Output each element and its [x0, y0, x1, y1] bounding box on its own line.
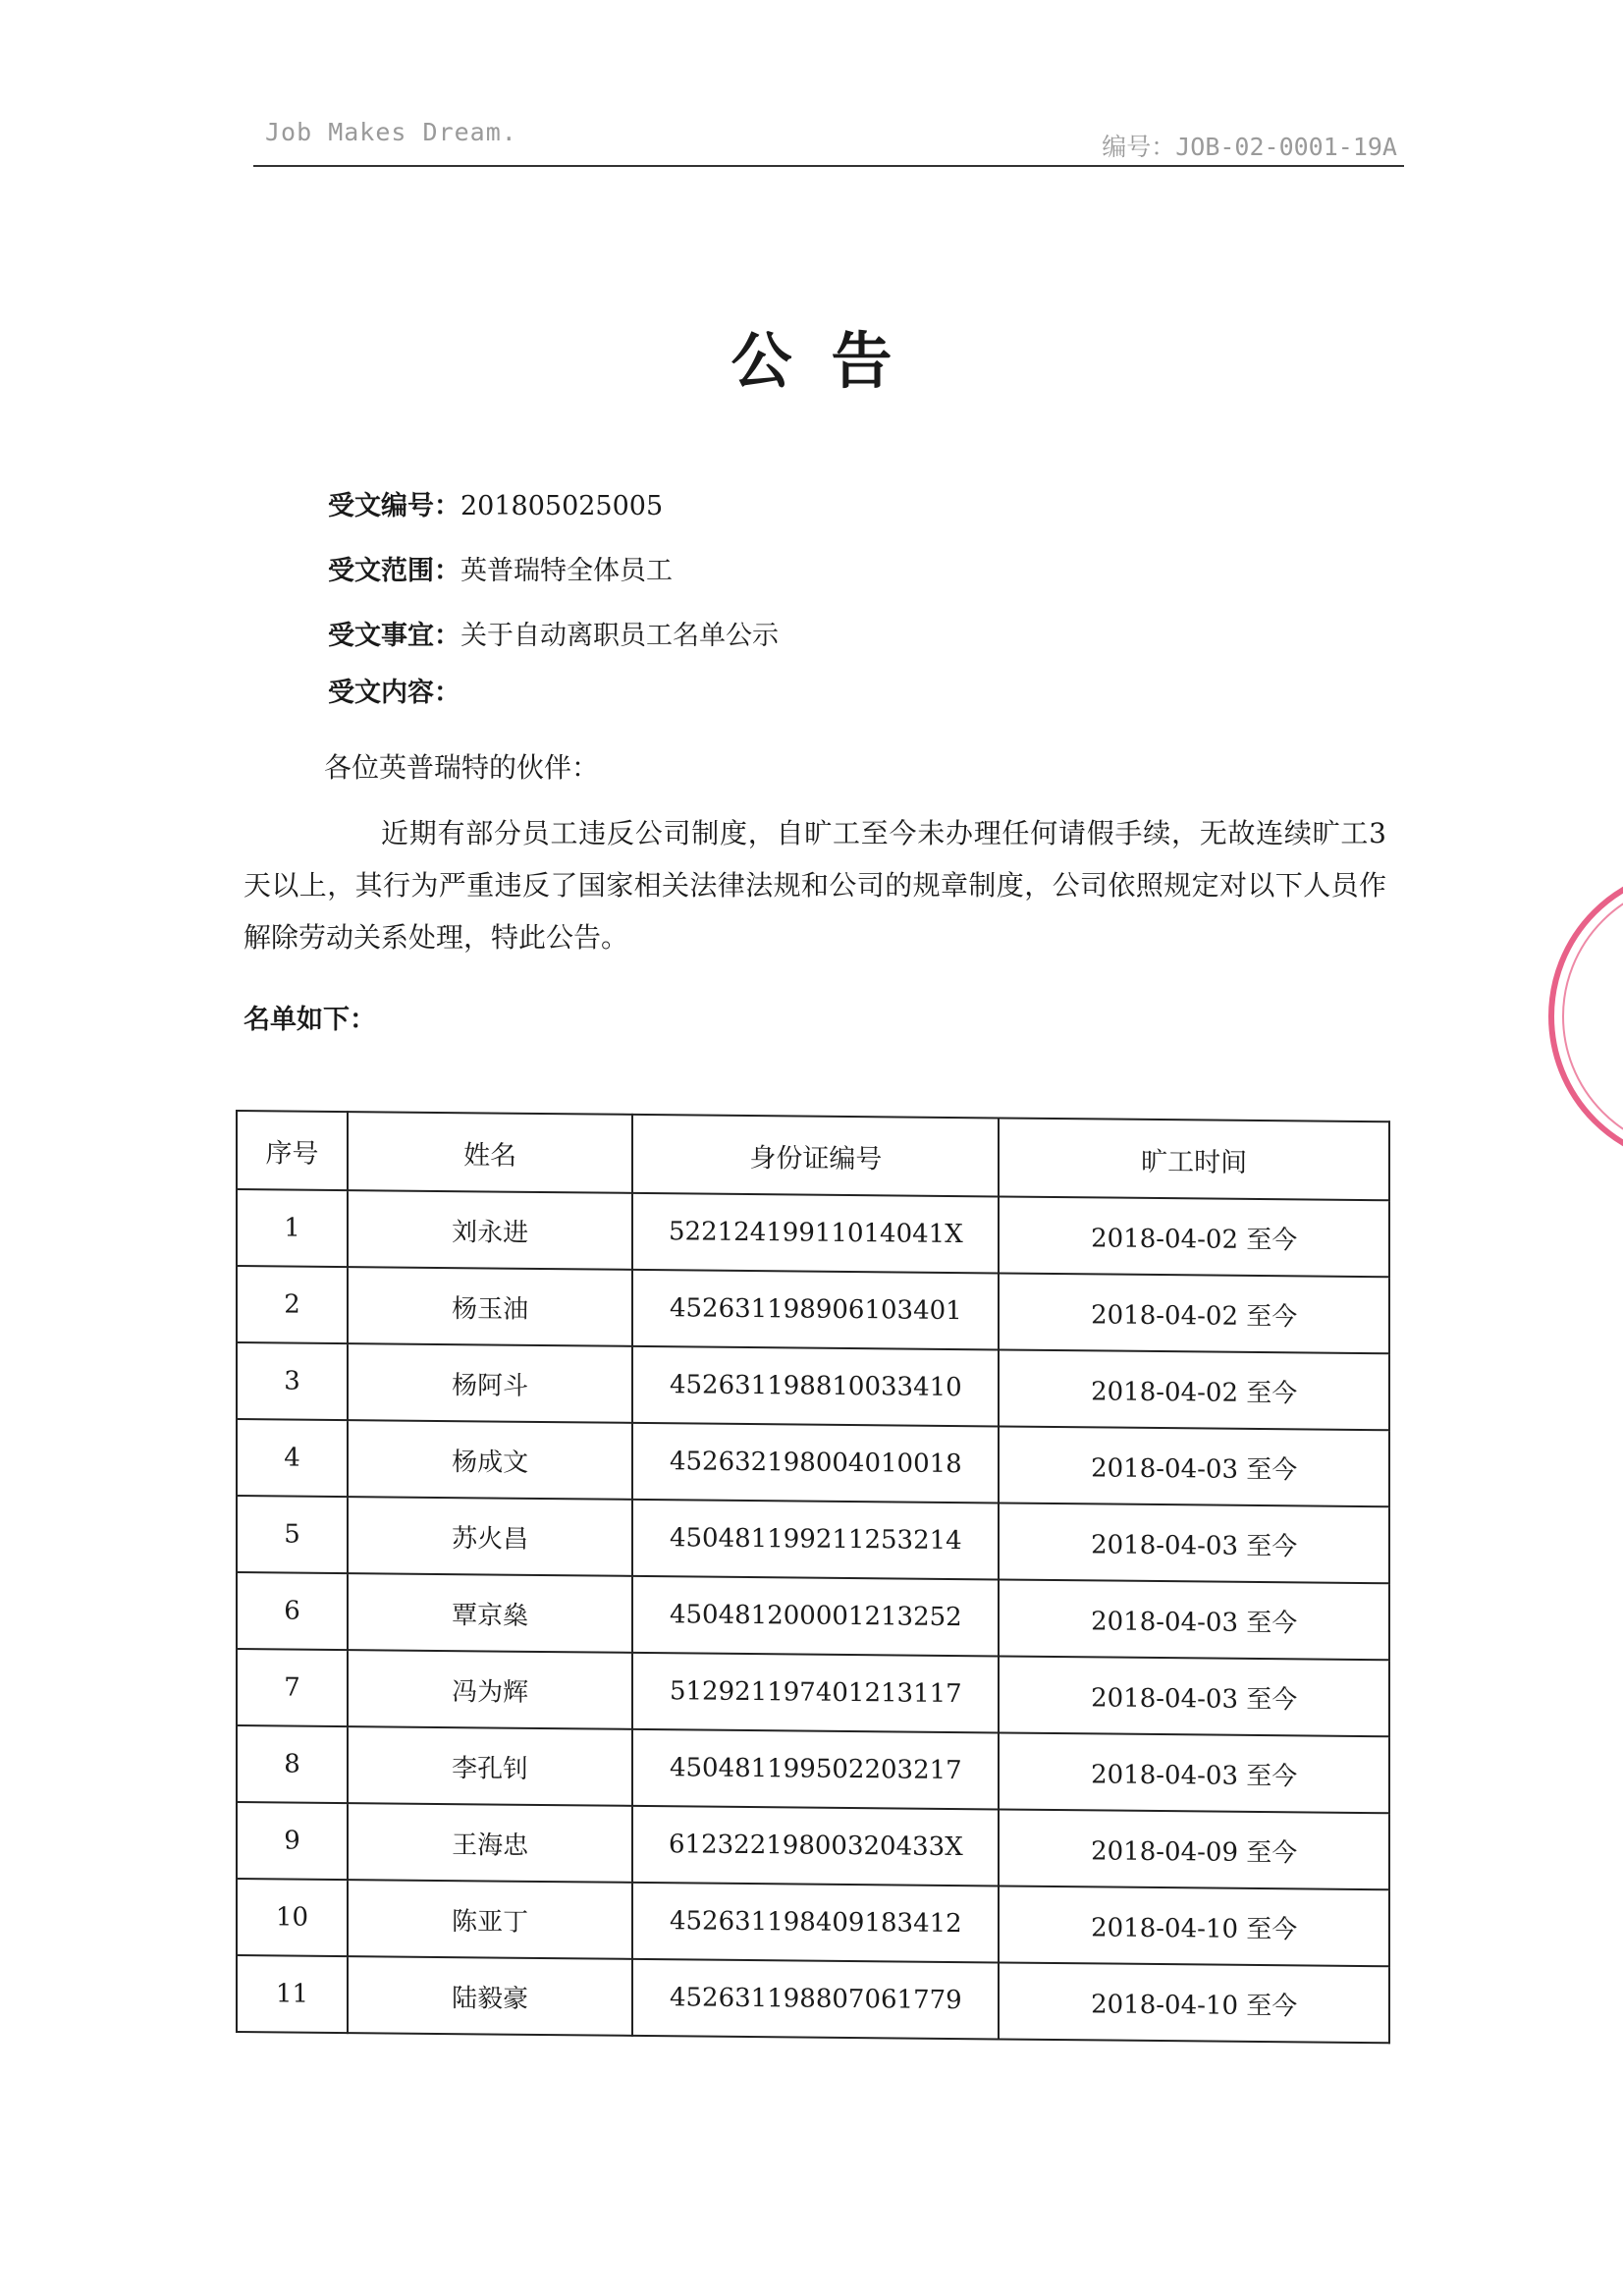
header-divider: [253, 165, 1404, 167]
employee-table: [236, 1110, 1390, 2044]
cell-name: 杨阿斗: [348, 1343, 632, 1423]
table-row: [237, 1419, 1389, 1506]
column-header-number: 序号: [237, 1111, 348, 1190]
field-subject: [328, 623, 779, 649]
cell-name: 李孔钊: [348, 1726, 632, 1806]
field-label: 受文事宜：: [328, 621, 460, 651]
cell-number: 4: [237, 1419, 348, 1497]
cell-number: 3: [237, 1342, 348, 1420]
cell-name: 覃京燊: [348, 1573, 632, 1653]
field-value: 英普瑞特全体员工: [460, 556, 673, 586]
cell-number: 5: [237, 1496, 348, 1573]
cell-name: 王海忠: [348, 1803, 632, 1883]
cell-absence-period: 2018-04-03 至今: [999, 1426, 1389, 1506]
field-label: 受文编号：: [328, 491, 460, 521]
table-row: [237, 1266, 1389, 1353]
notice-body: 近期有部分员工违反公司制度，自旷工至今未办理任何请假手续，无故连续旷工3天以上，其行为严重违反了国家相关法律法规和公司的规章制度，公司依照规定对以下人员作解除劳动关系处理，特此公告。: [243, 817, 1386, 954]
list-heading: 名单如下：: [243, 1005, 376, 1035]
cell-name: 杨成文: [348, 1420, 632, 1500]
cell-id-number: 450481200001213252: [632, 1576, 999, 1657]
cell-id-number: 452631198810033410: [632, 1346, 999, 1427]
cell-id-number: 452631198409183412: [632, 1883, 999, 1963]
cell-id-number: 61232219800320433X: [632, 1806, 999, 1886]
cell-absence-period: 2018-04-10 至今: [999, 1962, 1389, 2043]
table-row: [237, 1879, 1389, 1966]
cell-absence-period: 2018-04-03 至今: [999, 1503, 1389, 1583]
cell-absence-period: 2018-04-09 至今: [999, 1809, 1389, 1889]
document-code: 编号：JOB-02-0001-19A: [1102, 133, 1397, 161]
cell-id-number: 52212419911014041X: [632, 1193, 999, 1274]
cell-name: 杨玉油: [348, 1267, 632, 1346]
cell-number: 1: [237, 1189, 348, 1267]
table-row: [237, 1649, 1389, 1736]
cell-name: 冯为辉: [348, 1650, 632, 1729]
cell-number: 10: [237, 1879, 348, 1956]
cell-name: 刘永进: [348, 1190, 632, 1270]
cell-absence-period: 2018-04-02 至今: [999, 1273, 1389, 1353]
column-header-absence: 旷工时间: [999, 1118, 1389, 1200]
field-value: 关于自动离职员工名单公示: [460, 621, 779, 651]
table-row: [237, 1955, 1389, 2043]
table-row: [237, 1725, 1389, 1813]
cell-absence-period: 2018-04-02 至今: [999, 1349, 1389, 1430]
cell-number: 11: [237, 1955, 348, 2033]
page-title: 公告: [730, 325, 932, 397]
company-seal-icon: [1502, 854, 1623, 1178]
cell-id-number: 450481199211253214: [632, 1500, 999, 1580]
cell-absence-period: 2018-04-02 至今: [999, 1196, 1389, 1277]
cell-id-number: 452632198004010018: [632, 1423, 999, 1503]
table-row: [237, 1342, 1389, 1430]
cell-id-number: 452631198807061779: [632, 1959, 999, 2040]
cell-number: 8: [237, 1725, 348, 1803]
table-row: [237, 1572, 1389, 1660]
cell-id-number: 450481199502203217: [632, 1729, 999, 1810]
cell-name: 陈亚丁: [348, 1880, 632, 1959]
cell-number: 7: [237, 1649, 348, 1726]
cell-number: 2: [237, 1266, 348, 1343]
cell-absence-period: 2018-04-03 至今: [999, 1579, 1389, 1660]
salutation: 各位英普瑞特的伙伴：: [324, 751, 600, 784]
cell-name: 苏火昌: [348, 1497, 632, 1576]
field-label: 受文范围：: [328, 556, 460, 586]
field-document-number: [328, 493, 663, 519]
table-header-row: [237, 1111, 1389, 1200]
table-row: [237, 1802, 1389, 1889]
cell-absence-period: 2018-04-10 至今: [999, 1886, 1389, 1966]
column-header-id: 身份证编号: [632, 1115, 999, 1197]
field-value: 201805025005: [460, 491, 664, 521]
cell-id-number: 452631198906103401: [632, 1270, 999, 1350]
cell-number: 9: [237, 1802, 348, 1880]
table-row: [237, 1496, 1389, 1583]
field-label: 受文内容：: [328, 678, 460, 708]
table-row: [237, 1189, 1389, 1277]
header-slogan: Job Makes Dream.: [265, 118, 517, 146]
field-scope: [328, 558, 673, 584]
column-header-name: 姓名: [348, 1112, 632, 1193]
cell-number: 6: [237, 1572, 348, 1650]
cell-absence-period: 2018-04-03 至今: [999, 1732, 1389, 1813]
cell-id-number: 512921197401213117: [632, 1653, 999, 1733]
table-body: [237, 1189, 1389, 2043]
cell-absence-period: 2018-04-03 至今: [999, 1656, 1389, 1736]
field-content: [328, 680, 460, 706]
cell-name: 陆毅豪: [348, 1956, 632, 2036]
